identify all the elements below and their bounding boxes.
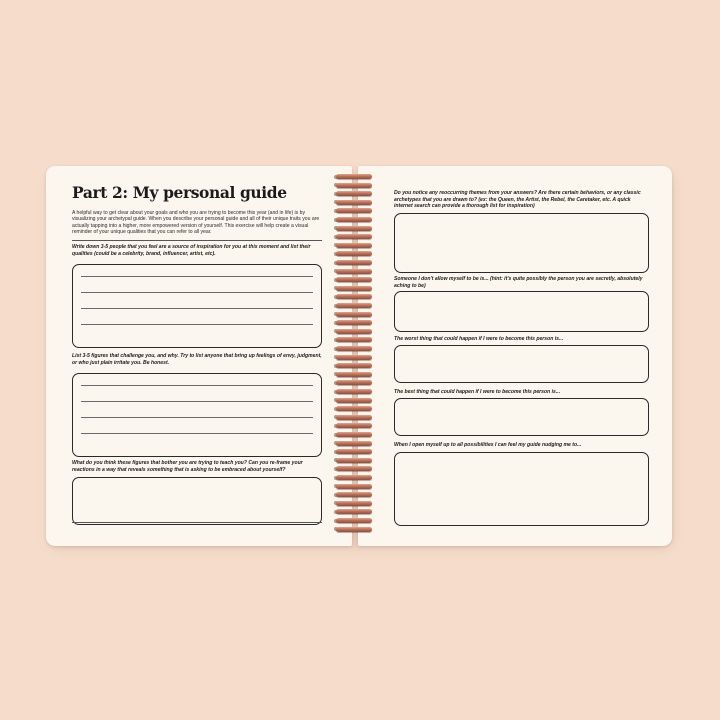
spiral-coil [336, 509, 372, 514]
answer-box-lesson[interactable] [72, 477, 322, 525]
spiral-coil [336, 294, 372, 299]
prompt-lesson: What do you think these figures that bother you are trying to teach you? Can you re-frame your reactions in a way that reveals something that is asking to be embraced about yourself? [72, 460, 303, 473]
spiral-coil [336, 260, 372, 265]
spiral-coil [336, 372, 372, 377]
spiral-coil [336, 303, 372, 308]
spiral-coil [336, 423, 372, 428]
prompt-themes: Do you notice any reoccurring themes from your answers? Are there certain behaviors, or any classic archetypes that you are drawn to? (ex: the Queen, the Artist, the Rebel, the Caretaker, etc. A quick internet search can provide a thorough list for inspiration) [394, 190, 641, 209]
left-page [46, 166, 352, 546]
spiral-coil [336, 466, 372, 471]
spiral-coil [336, 286, 372, 291]
spiral-coil [336, 449, 372, 454]
prompt-inspiration: Write down 3-5 people that you feel are a source of inspiration for you at this moment and list their qualities (could be a celebrity, brand, influencer, artist, etc). [72, 244, 311, 257]
writing-line [81, 401, 313, 402]
prompt-dont-allow: Someone I don't allow myself to be is... (hint: it's quite possibly the person you are secretly, absolutely aching to be) [394, 276, 643, 289]
spiral-coil [336, 406, 372, 411]
prompt-challenge: List 3-5 figures that challenge you, and why. Try to list anyone that bring up feelings of envy, judgment, or who just plain irritate you. Be honest. [72, 353, 322, 366]
answer-box-inspiration[interactable] [72, 264, 322, 348]
spiral-coil [336, 475, 372, 480]
writing-line [81, 433, 313, 434]
spiral-coil [336, 389, 372, 394]
spiral-coil [336, 251, 372, 256]
spiral-coil [336, 398, 372, 403]
spiral-coil [336, 174, 372, 179]
spiral-binding [336, 170, 376, 538]
writing-line [81, 417, 313, 418]
spiral-coil [336, 380, 372, 385]
spiral-coil [336, 518, 372, 523]
spiral-coil [336, 329, 372, 334]
answer-box-dont-allow[interactable] [394, 291, 649, 332]
writing-line [81, 324, 313, 325]
spiral-coil [336, 492, 372, 497]
open-notebook [46, 166, 672, 546]
spiral-coil [336, 484, 372, 489]
answer-box-challenge[interactable] [72, 373, 322, 457]
spiral-coil [336, 269, 372, 274]
spiral-coil [336, 415, 372, 420]
spiral-coil [336, 234, 372, 239]
spiral-coil [336, 277, 372, 282]
prompt-worst: The worst thing that could happen if I were to become this person is... [394, 336, 564, 342]
spiral-coil [336, 217, 372, 222]
spiral-coil [336, 355, 372, 360]
writing-line [81, 292, 313, 293]
prompt-best: The best thing that could happen if I were to become this person is... [394, 389, 561, 395]
spiral-coil [336, 208, 372, 213]
spiral-coil [336, 312, 372, 317]
spiral-coil [336, 320, 372, 325]
writing-line [81, 385, 313, 386]
spiral-coil [336, 337, 372, 342]
prompt-nudge: When I open myself up to all possibilities I can feel my guide nudging me to... [394, 442, 582, 448]
spiral-coil [336, 432, 372, 437]
spiral-coil [336, 243, 372, 248]
page-title: Part 2: My personal guide [72, 183, 287, 202]
answer-box-themes[interactable] [394, 213, 649, 273]
intro-paragraph: A helpful way to get clear about your goals and who you are trying to become this year (and in life) is by visualizing your archetypal guide. When you describe your personal guide and all of their unique traits you are actually tapping into a higher, more empowered version of yourself. This exercise will help create a visual reminder of your unique qualities that you can refer to all year. [72, 210, 320, 236]
writing-line [81, 276, 313, 277]
spiral-coil [336, 441, 372, 446]
right-page [358, 166, 672, 546]
spiral-coil [336, 226, 372, 231]
answer-box-nudge[interactable] [394, 452, 649, 526]
answer-box-best[interactable] [394, 398, 649, 436]
answer-box-worst[interactable] [394, 345, 649, 383]
spiral-coil [336, 191, 372, 196]
spiral-coil [336, 183, 372, 188]
spiral-coil [336, 363, 372, 368]
bottom-divider [72, 522, 322, 523]
writing-line [81, 308, 313, 309]
spiral-coil [336, 501, 372, 506]
spiral-coil [336, 200, 372, 205]
spiral-coil [336, 346, 372, 351]
spiral-coil [336, 458, 372, 463]
spiral-coil [336, 527, 372, 532]
section-divider [72, 240, 322, 241]
